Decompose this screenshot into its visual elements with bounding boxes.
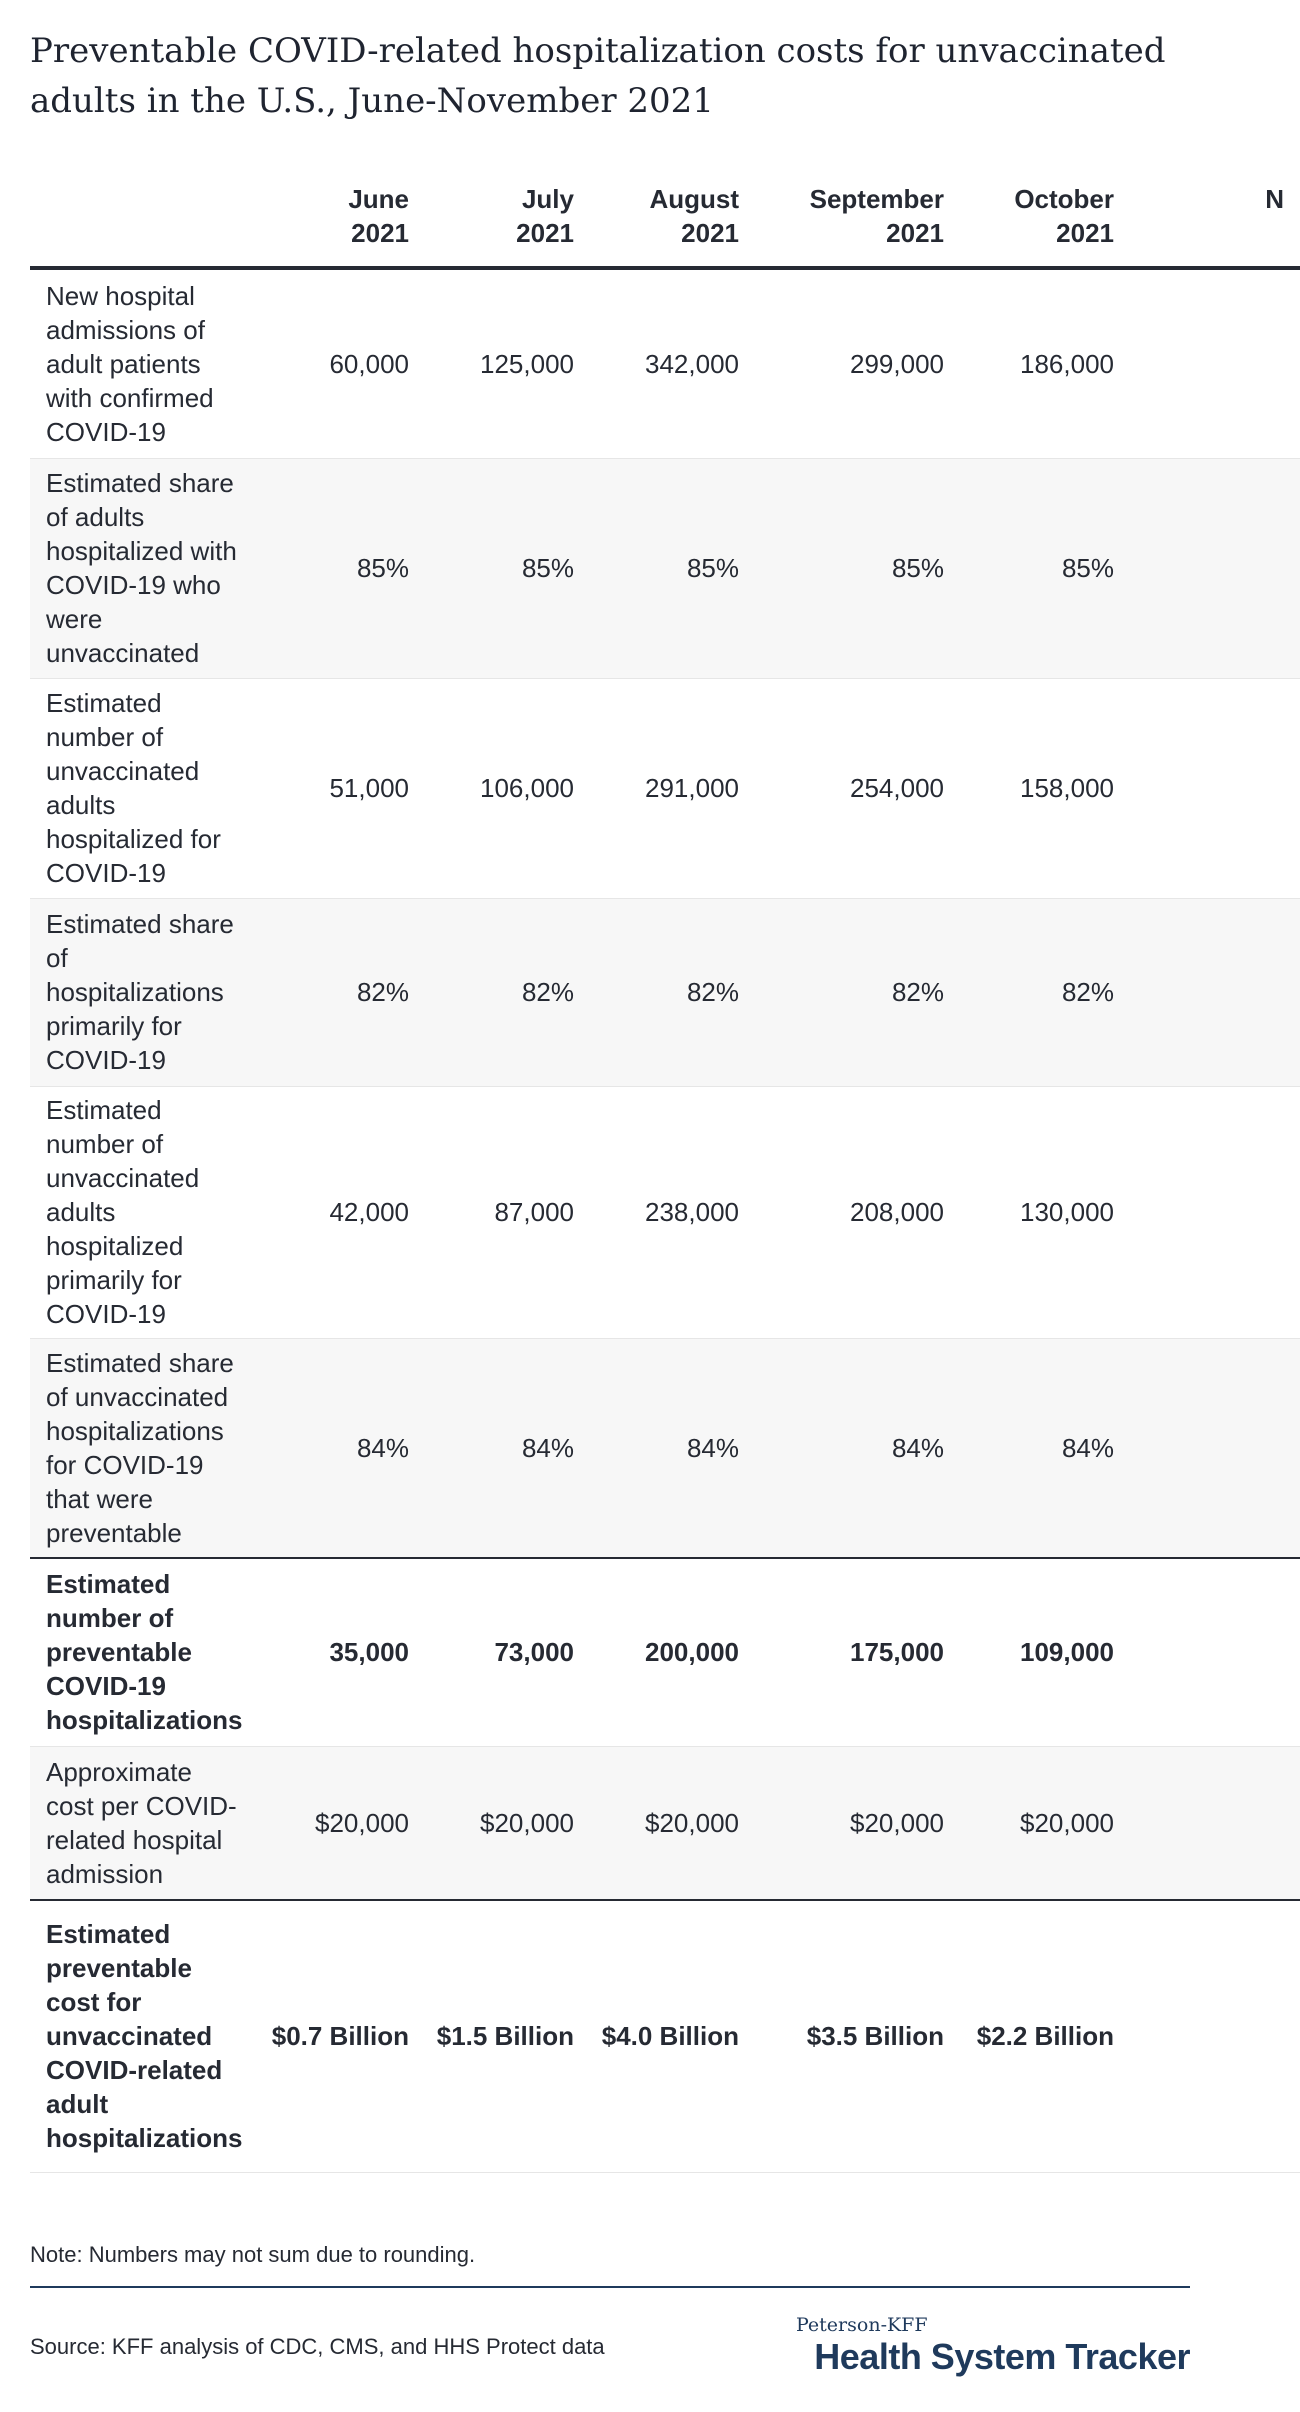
- table-cell: 106,000: [425, 678, 590, 898]
- table-cell: 85%: [590, 458, 755, 678]
- table-cell: 254,000: [755, 678, 960, 898]
- table-cell: [1130, 1558, 1300, 1746]
- table-header-row: [30, 168, 1300, 268]
- row-label: Approximate cost per COVID-related hospital admission: [30, 1746, 255, 1900]
- table-cell: 84%: [425, 1338, 590, 1558]
- table-cell: 87,000: [425, 1086, 590, 1338]
- table-cell: 85%: [755, 458, 960, 678]
- table-cell: [1130, 1746, 1300, 1900]
- table-cell: 82%: [755, 898, 960, 1086]
- header-cell-september: September 2021: [755, 168, 960, 268]
- row-label: Estimated share of unvaccinated hospitalizations for COVID-19 that were preventable: [30, 1338, 255, 1558]
- table-cell: $0.7 Billion: [255, 1900, 425, 2172]
- table-cell: 82%: [590, 898, 755, 1086]
- header-cell-october: October 2021: [960, 168, 1130, 268]
- chart-title: Preventable COVID-related hospitalization costs for unvaccinated adults in the U.S., June-November 2021: [30, 31, 1166, 121]
- table-cell: 82%: [255, 898, 425, 1086]
- table-cell: $20,000: [755, 1746, 960, 1900]
- table-row: [30, 1558, 1300, 1746]
- row-label: Estimated preventable cost for unvaccinated COVID-related adult hospitalizations: [30, 1900, 255, 2172]
- row-label: Estimated number of preventable COVID-19 hospitalizations: [30, 1558, 255, 1746]
- table-row: [30, 678, 1300, 898]
- table-cell: 35,000: [255, 1558, 425, 1746]
- table-cell: 82%: [960, 898, 1130, 1086]
- table-cell: [1130, 678, 1300, 898]
- row-label: Estimated number of unvaccinated adults hospitalized for COVID-19: [30, 678, 255, 898]
- table-cell: 130,000: [960, 1086, 1130, 1338]
- table-row: [30, 1900, 1300, 2172]
- header-cell-july: July 2021: [425, 168, 590, 268]
- table-cell: [1130, 458, 1300, 678]
- row-label: Estimated number of unvaccinated adults hospitalized primarily for COVID-19: [30, 1086, 255, 1338]
- row-label: Estimated share of adults hospitalized with COVID-19 who were unvaccinated: [30, 458, 255, 678]
- table-cell: [1130, 1086, 1300, 1338]
- row-label: Estimated share of hospitalizations primarily for COVID-19: [30, 898, 255, 1086]
- table-cell: $3.5 Billion: [755, 1900, 960, 2172]
- table-cell: [1130, 268, 1300, 458]
- table-row: [30, 1746, 1300, 1900]
- health-system-tracker-logo[interactable]: [796, 2314, 1190, 2384]
- table-cell: 291,000: [590, 678, 755, 898]
- table-cell: 175,000: [755, 1558, 960, 1746]
- table-cell: 85%: [960, 458, 1130, 678]
- table-cell: 85%: [425, 458, 590, 678]
- logo-wordmark-top: Peterson-KFF: [796, 2314, 928, 2336]
- table-cell: $4.0 Billion: [590, 1900, 755, 2172]
- table-cell: 84%: [960, 1338, 1130, 1558]
- table-cell: 200,000: [590, 1558, 755, 1746]
- table-cell: [1130, 1900, 1300, 2172]
- header-cell-label: [30, 168, 255, 268]
- header-cell-august: August 2021: [590, 168, 755, 268]
- header-cell-june: June 2021: [255, 168, 425, 268]
- table-cell: [1130, 1338, 1300, 1558]
- table-cell: $1.5 Billion: [425, 1900, 590, 2172]
- table-cell: $2.2 Billion: [960, 1900, 1130, 2172]
- table-cell: 342,000: [590, 268, 755, 458]
- table-cell: 84%: [590, 1338, 755, 1558]
- table-cell: $20,000: [255, 1746, 425, 1900]
- table-cell: 73,000: [425, 1558, 590, 1746]
- table-cell: 82%: [425, 898, 590, 1086]
- table-cell: $20,000: [960, 1746, 1130, 1900]
- table-note: Note: Numbers may not sum due to rounding.: [30, 2242, 476, 2267]
- table-cell: [1130, 898, 1300, 1086]
- data-table: [30, 168, 1284, 2196]
- table-cell: 60,000: [255, 268, 425, 458]
- table-cell: 109,000: [960, 1558, 1130, 1746]
- table-row: [30, 898, 1300, 1086]
- table-cell: 84%: [755, 1338, 960, 1558]
- table-cell: 84%: [255, 1338, 425, 1558]
- table-cell: 42,000: [255, 1086, 425, 1338]
- source-text: Source: KFF analysis of CDC, CMS, and HHS Protect data: [30, 2334, 605, 2359]
- logo-wordmark-main: Health System Tracker: [814, 2336, 1190, 2377]
- table-cell: 125,000: [425, 268, 590, 458]
- footer-divider: [30, 2286, 1190, 2288]
- table-cell: $20,000: [590, 1746, 755, 1900]
- table-cell: $20,000: [425, 1746, 590, 1900]
- table-cell: 158,000: [960, 678, 1130, 898]
- header-cell-november: N: [1130, 168, 1300, 268]
- row-label: New hospital admissions of adult patients with confirmed COVID-19: [30, 268, 255, 458]
- table-cell: 208,000: [755, 1086, 960, 1338]
- table-row: [30, 1086, 1300, 1338]
- table-cell: 186,000: [960, 268, 1130, 458]
- table-cell: 299,000: [755, 268, 960, 458]
- table-cell: 85%: [255, 458, 425, 678]
- table-cell: 51,000: [255, 678, 425, 898]
- table-row: [30, 458, 1300, 678]
- table-row: [30, 1338, 1300, 1558]
- table-row: [30, 268, 1300, 458]
- table-cell: 238,000: [590, 1086, 755, 1338]
